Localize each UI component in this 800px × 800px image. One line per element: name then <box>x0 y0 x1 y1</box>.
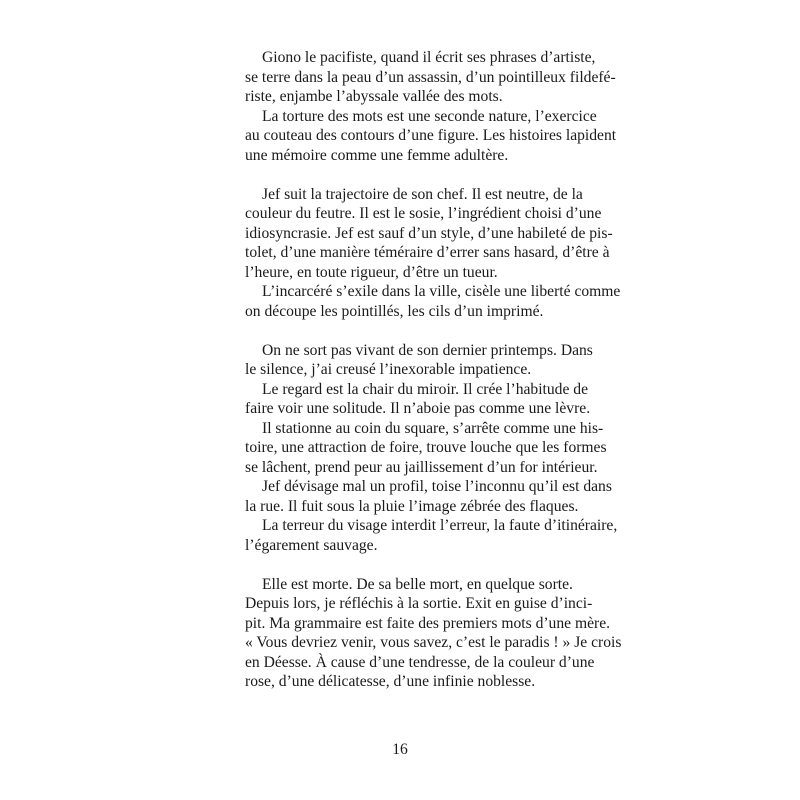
text-line: riste, enjambe l’abyssale vallée des mots. <box>245 88 503 105</box>
body-text <box>228 48 622 711</box>
text-line: « Vous devriez venir, vous savez, c’est le paradis ! » Je crois <box>245 634 622 651</box>
text-line: se lâchent, prend peur au jaillissement d’un for intérieur. <box>245 458 598 476</box>
text-section <box>228 575 622 692</box>
text-line: Elle est morte. De sa belle mort, en quelque sorte. <box>262 575 573 593</box>
text-line: une mémoire comme une femme adultère. <box>245 146 509 164</box>
paragraph <box>228 575 622 692</box>
text-line: en Déesse. À cause d’une tendresse, de la couleur d’une <box>245 653 595 671</box>
text-line: couleur du feutre. Il est le sosie, l’ingrédient choisi d’une <box>245 205 602 222</box>
text-line: tolet, d’une manière téméraire d’errer sans hasard, d’être à <box>245 244 610 261</box>
text-section <box>228 185 621 322</box>
text-line: Le regard est la chair du miroir. Il crée l’habitude de <box>262 380 589 398</box>
paragraph <box>228 282 621 321</box>
text-line: L’incarcéré s’exile dans la ville, cisèle une liberté comme <box>262 283 621 300</box>
paragraph <box>228 107 617 166</box>
paragraph <box>228 477 612 516</box>
text-line: rose, d’une délicatesse, d’une infinie noblesse. <box>245 673 536 690</box>
text-line: au couteau des contours d’une figure. Les histoires lapident <box>245 127 617 144</box>
page-number: 16 <box>392 741 408 758</box>
paragraph <box>228 419 607 478</box>
text-line: la rue. Il fuit sous la pluie l’image zébrée des flaques. <box>245 497 579 515</box>
text-line: l’heure, en toute rigueur, d’être un tueur. <box>245 263 498 281</box>
text-line: l’égarement sauvage. <box>245 536 378 554</box>
text-line: on découpe les pointillés, les cils d’un imprimé. <box>245 302 544 320</box>
text-line: pit. Ma grammaire est faite des premiers mots d’une mère. <box>245 614 611 632</box>
paragraph <box>228 341 593 380</box>
text-line: La terreur du visage interdit l’erreur, la faute d’itinéraire, <box>262 517 618 534</box>
paragraph <box>228 185 613 283</box>
text-line: On ne sort pas vivant de son dernier printemps. Dans <box>262 341 593 359</box>
paragraph <box>228 380 591 419</box>
paragraph <box>228 48 616 107</box>
text-line: se terre dans la peau d’un assassin, d’un pointilleux fildefé- <box>245 68 616 86</box>
text-line: Il stationne au coin du square, s’arrête comme une his- <box>262 419 604 437</box>
text-line: faire voir une solitude. Il n’aboie pas comme une lèvre. <box>245 400 591 417</box>
text-line: Depuis lors, je réfléchis à la sortie. Exit en guise d’inci- <box>245 595 593 612</box>
text-line: Giono le pacifiste, quand il écrit ses phrases d’artiste, <box>262 49 596 66</box>
text-section <box>228 48 617 165</box>
text-line: La torture des mots est une seconde nature, l’exercice <box>262 107 597 125</box>
text-line: Jef dévisage mal un profil, toise l’inconnu qu’il est dans <box>262 478 612 495</box>
text-section <box>228 341 618 556</box>
text-line: le silence, j’ai creusé l’inexorable impatience. <box>245 361 532 378</box>
text-line: idiosyncrasie. Jef est sauf d’un style, d’une habileté de pis- <box>245 224 613 242</box>
text-line: Jef suit la trajectoire de son chef. Il est neutre, de la <box>262 185 583 203</box>
text-line: toire, une attraction de foire, trouve louche que les formes <box>245 439 607 456</box>
paragraph <box>228 516 618 555</box>
